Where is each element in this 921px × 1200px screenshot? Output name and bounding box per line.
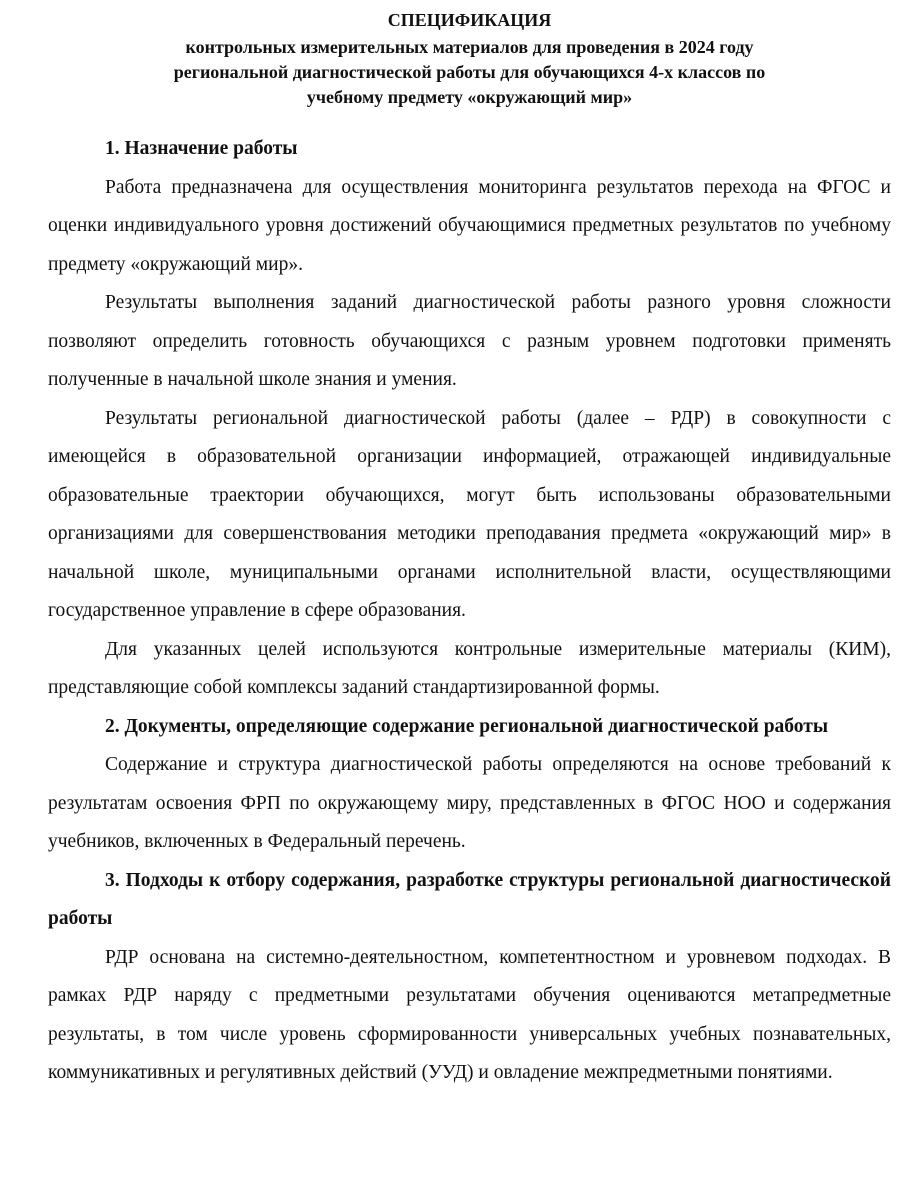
document-subtitle <box>48 35 891 110</box>
section-heading-documents: 2. Документы, определяющие содержание региональной диагностической работы <box>105 715 829 737</box>
subtitle-line: региональной диагностической работы для обучающихся 4-х классов по <box>173 62 766 82</box>
section-heading-approaches: 3. Подходы к отбору содержания, разработке структуры региональной диагностической работы <box>48 869 891 929</box>
paragraph: Для указанных целей используются контрольные измерительные материалы (КИМ), представляющие собой комплексы заданий стандартизированной формы. <box>48 638 891 698</box>
paragraph: РДР основана на системно-деятельностном, компетентностном и уровневом подходах. В рамках РДР наряду с предметными результатами обучения оцениваются метапредметные результаты, в том числе уровень сформированности универсальных учебных познавательных, коммуникативных и регулятивных действий (УУД) и овладение межпредметными понятиями. <box>48 946 891 1083</box>
paragraph: Работа предназначена для осуществления мониторинга результатов перехода на ФГОС и оценки индивидуального уровня достижений обучающимися предметных результатов по учебному предмету «окружающий мир». <box>48 176 891 275</box>
paragraph: Результаты выполнения заданий диагностической работы разного уровня сложности позволяют определить готовность обучающихся с разным уровнем подготовки применять полученные в начальной школе знания и умения. <box>48 292 891 390</box>
subtitle-line: контрольных измерительных материалов для проведения в 2024 году <box>185 37 754 57</box>
paragraph: Результаты региональной диагностической работы (далее – РДР) в совокупности с имеющейся в образовательной организации информацией, отражающей индивидуальные образовательные траектории обучающихся, могут быть использованы образовательными организациями для совершенствования методики преподавания предмета «окружающий мир» в начальной школе, муниципальными органами исполнительной власти, осуществляющими государственное управление в сфере образования. <box>48 407 891 621</box>
subtitle-line: учебному предмету «окружающий мир» <box>306 87 633 107</box>
paragraph: Содержание и структура диагностической работы определяются на основе требований к результатам освоения ФРП по окружающему миру, представленных в ФГОС НОО и содержания учебников, включенных в Федеральный перечень. <box>48 754 891 852</box>
document-title: СПЕЦИФИКАЦИЯ <box>387 10 552 30</box>
section-heading-purpose: 1. Назначение работы <box>105 138 298 159</box>
